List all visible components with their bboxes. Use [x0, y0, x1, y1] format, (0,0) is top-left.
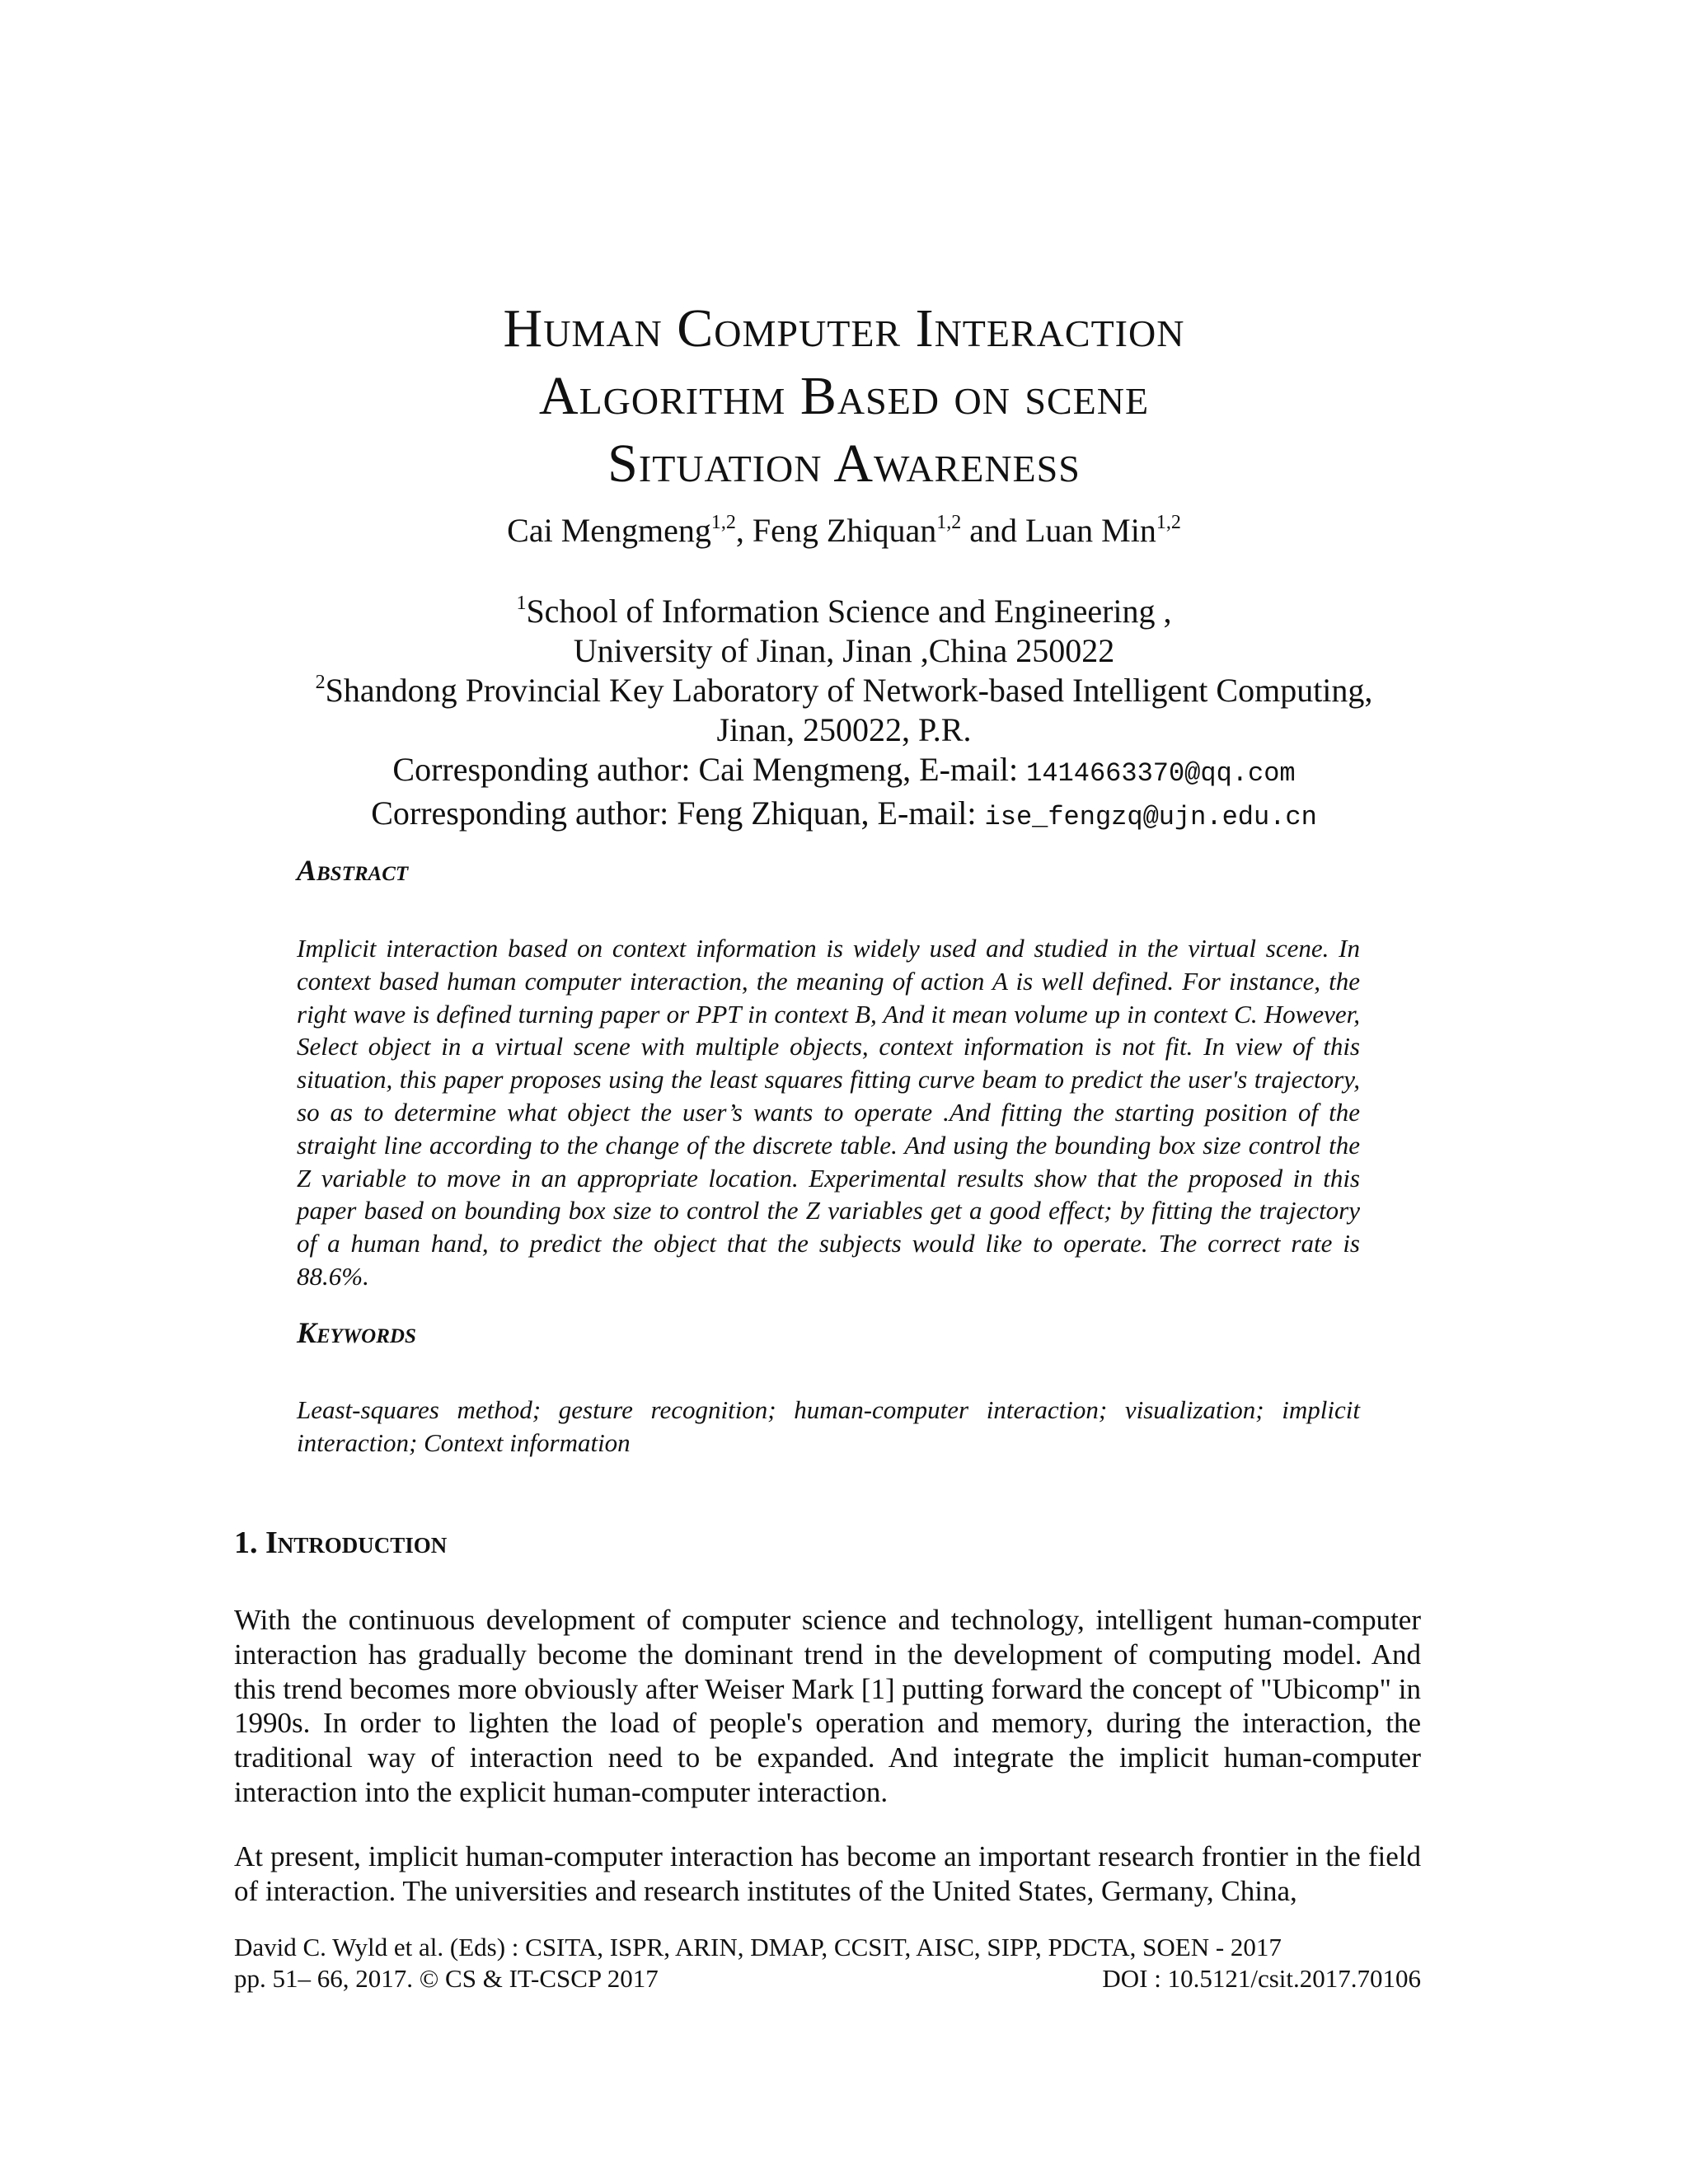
introduction-paragraph-1: With the continuous development of computer science and technology, intelligent human-computer interaction has gradually become the dominant trend in the development of computing model. And this trend becomes more obviously after Weiser Mark [1] putting forward the concept of "Ubicomp" in 1990s. In order to lighten the load of people's operation and memory, during the interaction, the traditional way of interaction need to be expanded. And integrate the implicit human-computer interaction into the explicit human-computer interaction.: [234, 1604, 1421, 1808]
footer-pages: pp. 51– 66, 2017. © CS & IT-CSCP 2017: [234, 1964, 659, 1993]
author-affiliation-marker: 1,2: [936, 512, 962, 533]
title-line-1: Human Computer Interaction: [503, 298, 1185, 359]
affiliation-text: School of Information Science and Engineering ,: [526, 593, 1172, 630]
affiliation-1-line-1: [0, 592, 1688, 631]
author-affiliation-marker: 1,2: [1156, 512, 1181, 533]
affiliation-marker: 2: [315, 672, 326, 693]
corresponding-label: Corresponding author: Cai Mengmeng, E-mail:: [392, 751, 1027, 788]
affiliation-text: Shandong Provincial Key Laboratory of Network-based Intelligent Computing,: [325, 672, 1373, 709]
author-name: Feng Zhiquan: [752, 512, 937, 549]
footer-proceedings: David C. Wyld et al. (Eds) : CSITA, ISPR, ARIN, DMAP, CCSIT, AISC, SIPP, PDCTA, SOEN - 2017: [234, 1933, 1282, 1961]
page-footer: [234, 1932, 1421, 1994]
paper-title: [0, 295, 1688, 498]
author-name: Luan Min: [1025, 512, 1156, 549]
footer-pages-row: [234, 1963, 1421, 1994]
abstract-heading: Abstract: [297, 854, 409, 887]
author-separator: and: [961, 512, 1025, 549]
email-link[interactable]: 1414663370@qq.com: [1026, 758, 1296, 789]
author-separator: ,: [735, 512, 753, 549]
abstract-body: Implicit interaction based on context information is widely used and studied in the virtual scene. In context based human computer interaction, the meaning of action A is well defined. For instance, the right wave is defined turning paper or PPT in context B, And it mean volume up in context C. However, Select object in a virtual scene with multiple objects, context information is not fit. In view of this situation, this paper proposes using the least squares fitting curve beam to predict the user's trajectory, so as to determine what object the user’s wants to operate .And fitting the starting position of the straight line according to the change of the discrete table. And using the bounding box size control the Z variable to move in an appropriate location. Experimental results show that the proposed in this paper based on bounding box size to control the Z variables get a good effect; by fitting the trajectory of a human hand, to predict the object that the subjects would like to operate. The correct rate is 88.6%.: [297, 934, 1360, 1291]
corresponding-author-2: [0, 794, 1688, 837]
footer-doi: DOI : 10.5121/csit.2017.70106: [1102, 1964, 1421, 1993]
affiliation-marker: 1: [516, 593, 527, 614]
keywords-body: Least-squares method; gesture recognition; human-computer interaction; visualization; implicit interaction; Context information: [297, 1395, 1360, 1457]
introduction-heading: 1. Introduction: [234, 1526, 448, 1560]
email-link[interactable]: ise_fengzq@ujn.edu.cn: [984, 802, 1317, 832]
affiliation-1-line-2: University of Jinan, Jinan ,China 250022: [573, 632, 1115, 669]
affiliations: [0, 592, 1688, 837]
author-list: [0, 509, 1688, 552]
affiliation-2-line-1: [0, 671, 1688, 710]
keywords-heading: Keywords: [297, 1316, 416, 1349]
corresponding-label: Corresponding author: Feng Zhiquan, E-mail:: [371, 794, 985, 832]
affiliation-2-line-2: Jinan, 250022, P.R.: [716, 711, 972, 748]
title-line-3: Situation Awareness: [607, 434, 1081, 494]
author-affiliation-marker: 1,2: [710, 512, 736, 533]
title-line-2: Algorithm Based on scene: [538, 366, 1150, 426]
introduction-paragraph-2: At present, implicit human-computer interaction has become an important research frontier in the field of interaction. The universities and research institutes of the United States, Germany, China,: [234, 1840, 1421, 1907]
author-name: Cai Mengmeng: [507, 512, 711, 549]
corresponding-author-1: [0, 750, 1688, 794]
